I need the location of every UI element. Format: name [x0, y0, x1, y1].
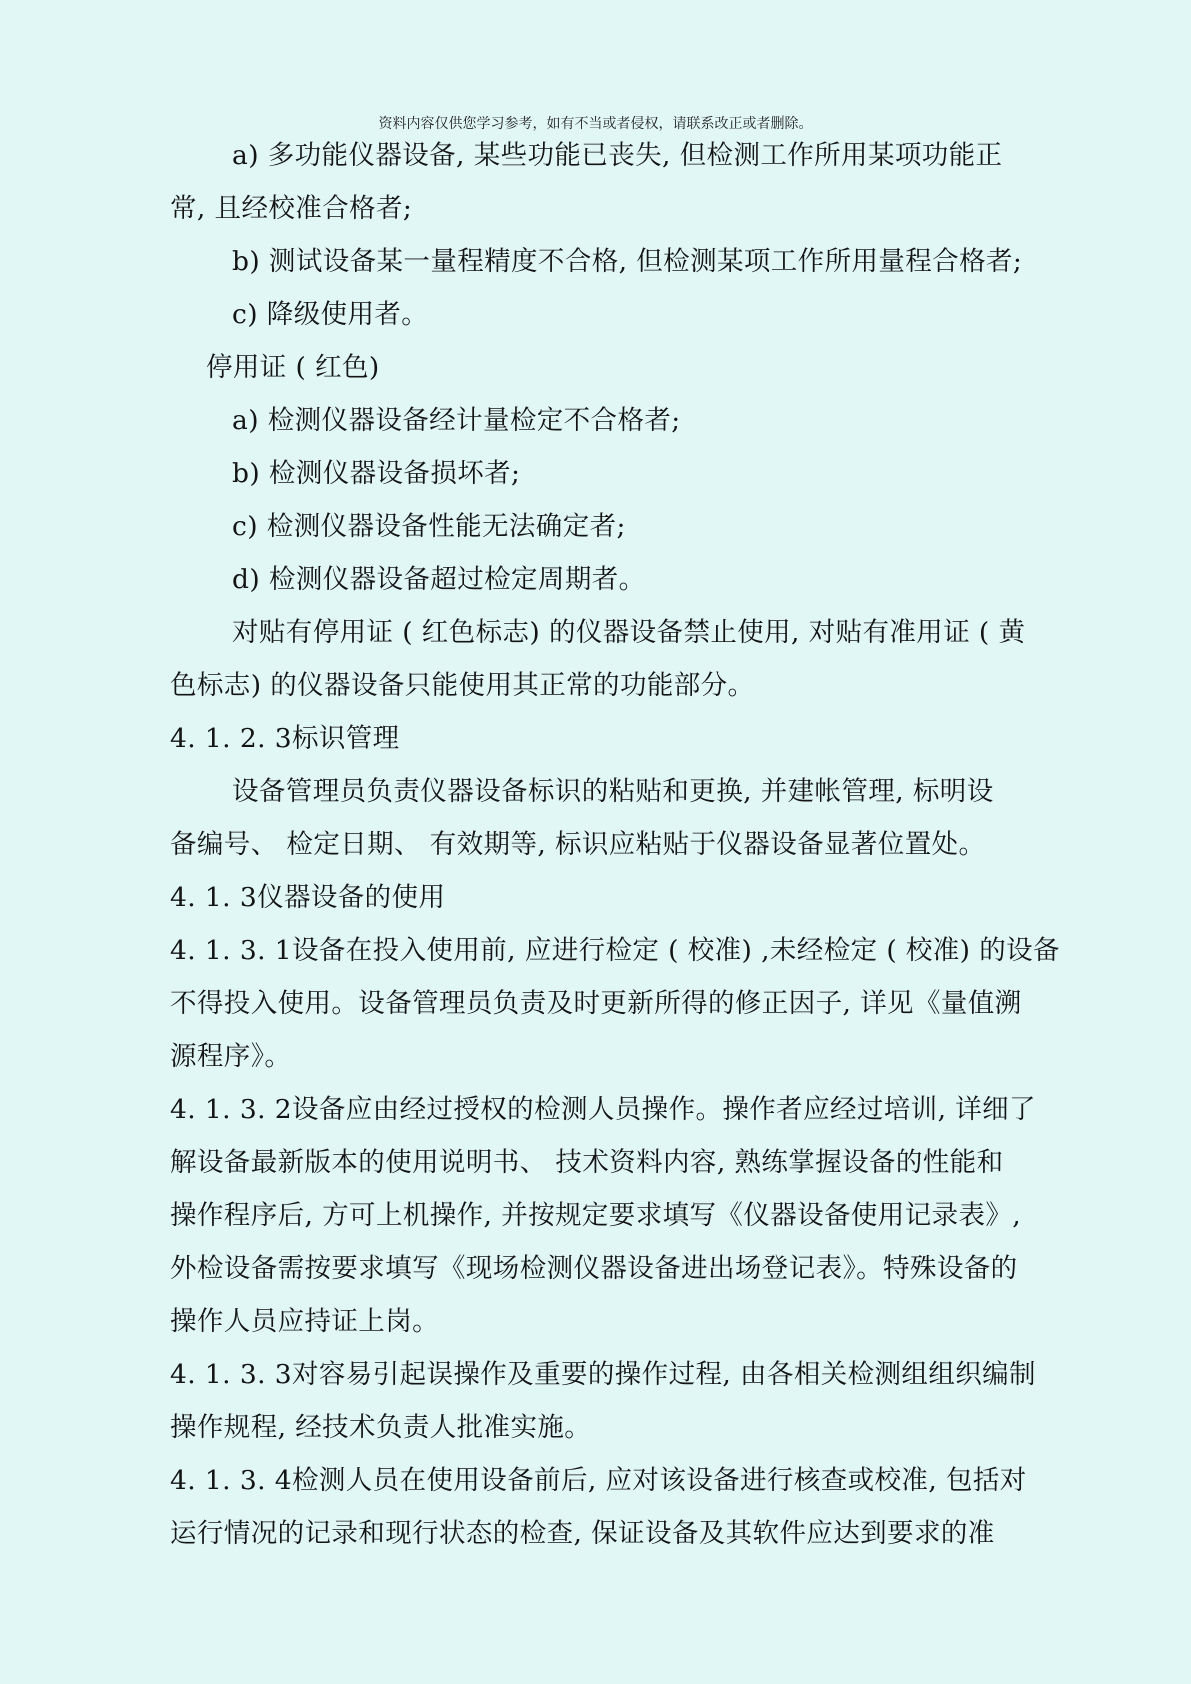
text-line: 操作程序后, 方可上机操作, 并按规定要求填写《仪器设备使用记录表》,: [170, 1200, 1022, 1231]
text-line: 对贴有停用证 ( 红色标志) 的仪器设备禁止使用, 对贴有准用证 ( 黄: [232, 617, 1026, 648]
text-line: 解设备最新版本的使用说明书、 技术资料内容, 熟练掌握设备的性能和: [170, 1147, 1004, 1178]
text-line: 色标志) 的仪器设备只能使用其正常的功能部分。: [170, 670, 755, 701]
text-line: 外检设备需按要求填写《现场检测仪器设备进出场登记表》。特殊设备的: [170, 1253, 1018, 1284]
text-line: 停用证 ( 红色): [206, 352, 380, 383]
text-line: 操作规程, 经技术负责人批准实施。: [170, 1412, 592, 1443]
text-line: b) 测试设备某一量程精度不合格, 但检测某项工作所用量程合格者;: [232, 246, 1023, 277]
text-line: 常, 且经校准合格者;: [170, 193, 413, 224]
page-header-notice: 资料内容仅供您学习参考，如有不当或者侵权，请联系改正或者删除。: [378, 116, 813, 132]
text-line: c) 检测仪器设备性能无法确定者;: [232, 511, 626, 542]
text-line: b) 检测仪器设备损坏者;: [232, 458, 521, 489]
text-line: 运行情况的记录和现行状态的检查, 保证设备及其软件应达到要求的准: [170, 1518, 995, 1549]
text-line: 备编号、 检定日期、 有效期等, 标识应粘贴于仪器设备显著位置处。: [170, 829, 986, 860]
text-line: 4. 1. 3. 1设备在投入使用前, 应进行检定 ( 校准) ,未经检定 ( 校准) 的设备: [170, 935, 1060, 966]
text-line: 4. 1. 3. 3对容易引起误操作及重要的操作过程, 由各相关检测组组织编制: [170, 1359, 1036, 1390]
text-line: a) 检测仪器设备经计量检定不合格者;: [232, 405, 681, 436]
text-line: 操作人员应持证上岗。: [170, 1306, 439, 1337]
text-line: 不得投入使用。设备管理员负责及时更新所得的修正因子, 详见《量值溯: [170, 988, 1022, 1019]
section-heading: 4. 1. 2. 3标识管理: [170, 723, 400, 754]
text-line: 4. 1. 3. 4检测人员在使用设备前后, 应对该设备进行核查或校准, 包括对: [170, 1465, 1027, 1496]
text-line: 设备管理员负责仪器设备标识的粘贴和更换, 并建帐管理, 标明设: [232, 776, 994, 807]
section-heading: 4. 1. 3仪器设备的使用: [170, 882, 446, 913]
text-line: 源程序》。: [170, 1041, 292, 1072]
text-line: c) 降级使用者。: [232, 299, 429, 330]
text-line: d) 检测仪器设备超过检定周期者。: [232, 564, 646, 595]
text-line: 4. 1. 3. 2设备应由经过授权的检测人员操作。操作者应经过培训, 详细了: [170, 1094, 1036, 1125]
text-line: a) 多功能仪器设备, 某些功能已丧失, 但检测工作所用某项功能正: [232, 140, 1003, 171]
